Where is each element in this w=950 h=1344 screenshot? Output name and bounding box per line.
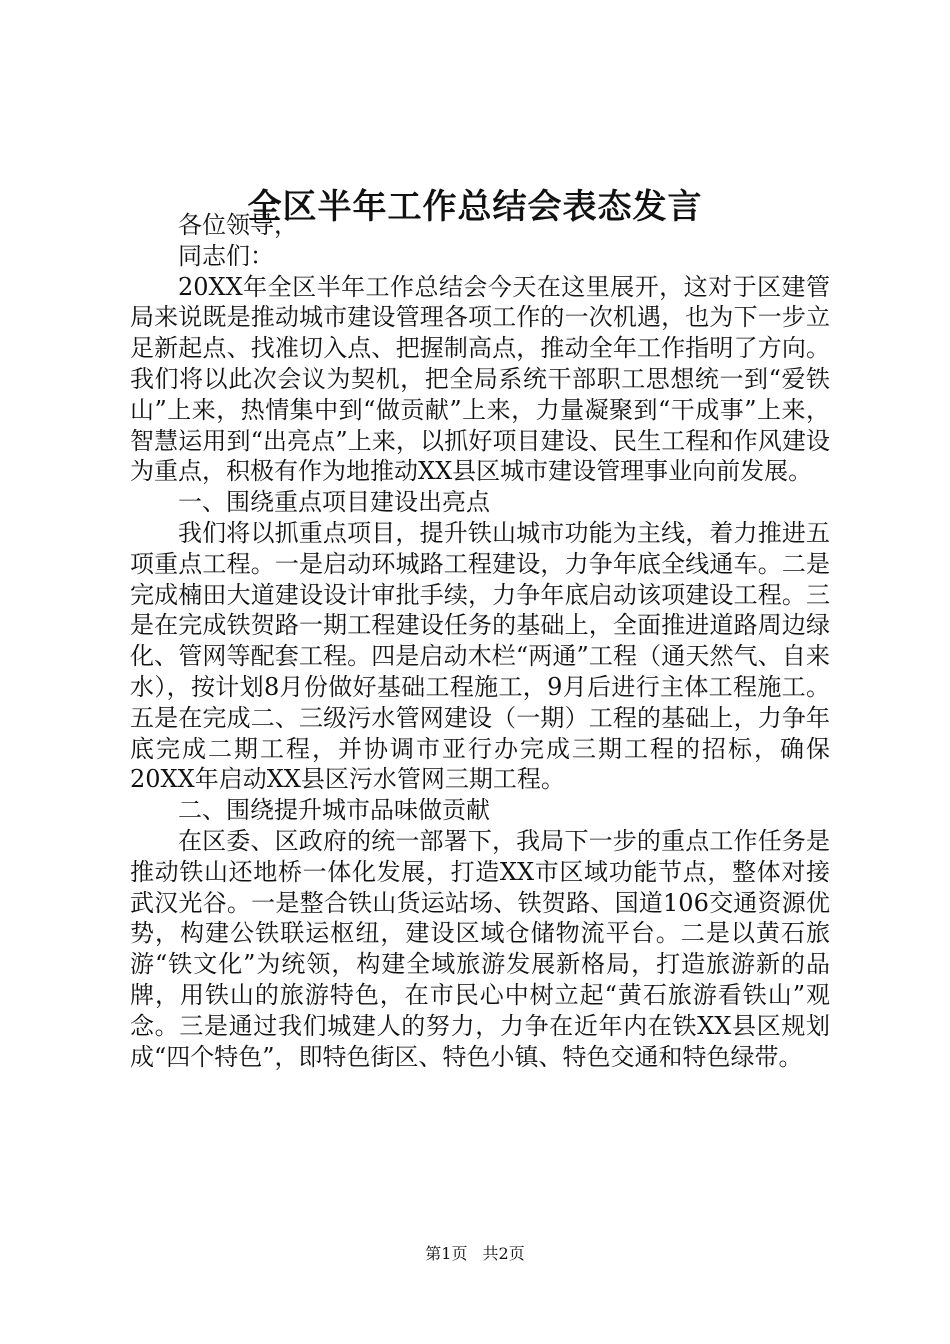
- section-1-paragraph: 我们将以抓重点项目，提升铁山城市功能为主线，着力推进五项重点工程。一是启动环城路工程建设，力争年底全线通车。二是完成楠田大道建设设计审批手续，力争年底启动该项建设工程。三是在完成铁贺路一期工程建设任务的基础上，全面推进道路周边绿化、管网等配套工程。四是启动木栏“两通”工程（通天然气、自来水），按计划8月份做好基础工程施工，9月后进行主体工程施工。五是在完成二、三级污水管网建设（一期）工程的基础上，力争年底完成二期工程，并协调市亚行办完成三期工程的招标，确保20XX年启动XX县区污水管网三期工程。: [130, 518, 830, 794]
- salutation-leaders: 各位领导，: [178, 211, 298, 239]
- section-2-paragraph: 在区委、区政府的统一部署下，我局下一步的重点工作任务是推动铁山还地桥一体化发展，打造XX市区域功能节点，整体对接武汉光谷。一是整合铁山货运站场、铁贺路、国道106交通资源优势，构建公铁联运枢纽，建设区域仓储物流平台。二是以黄石旅游“铁文化”为统领，构建全域旅游发展新格局，打造旅游新的品牌，用铁山的旅游特色，在市民心中树立起“黄石旅游看铁山”观念。三是通过我们城建人的努力，力争在近年内在铁XX县区规划成“四个特色”，即特色街区、特色小镇、特色交通和特色绿带。: [130, 826, 830, 1071]
- section-heading-1: 一、围绕重点项目建设出亮点: [178, 488, 490, 517]
- intro-paragraph: 20XX年全区半年工作总结会今天在这里展开，这对于区建管局来说既是推动城市建设管理各项工作的一次机遇，也为下一步立足新起点、找准切入点、把握制高点，推动全年工作指明了方向。我们将以此次会议为契机，把全局系统干部职工思想统一到“爱铁山”上来，热情集中到“做贡献”上来，力量凝聚到“干成事”上来，智慧运用到“出亮点”上来，以抓好项目建设、民生工程和作风建设为重点，积极有作为地推动XX县区城市建设管理事业向前发展。: [130, 272, 830, 486]
- section-heading-2: 二、围绕提升城市品味做贡献: [178, 796, 490, 825]
- page-footer: [0, 1243, 950, 1265]
- page-total: 共2页: [482, 1244, 525, 1263]
- document-title: 全区半年工作总结会表态发言: [247, 187, 703, 227]
- salutation-comrades: 同志们：: [178, 241, 274, 270]
- page-number: 第1页: [425, 1244, 468, 1263]
- document-body: [130, 210, 830, 1072]
